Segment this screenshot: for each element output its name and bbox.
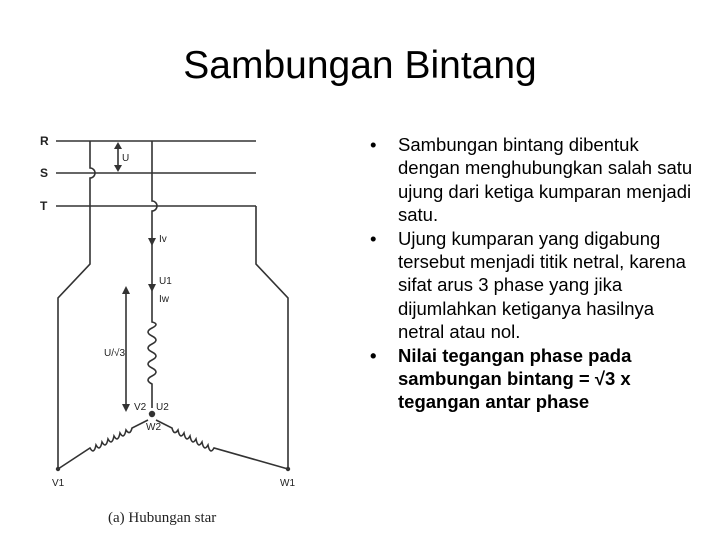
bullet-dot: • — [370, 134, 377, 155]
label-s: S — [40, 166, 49, 180]
label-u-sqrt3: U/√3 — [104, 348, 126, 359]
slide-title: Sambungan Bintang — [183, 44, 537, 87]
coil-v — [58, 420, 148, 469]
bullet-text: Nilai tegangan phase pada sambungan bintang = √3 x tegangan antar phase — [398, 344, 632, 413]
bullet-item — [364, 227, 694, 344]
label-v1: V1 — [52, 478, 65, 489]
coil-w — [156, 420, 288, 469]
star-connection-diagram — [28, 124, 318, 534]
label-u2: U2 — [156, 402, 169, 413]
bullet-text: Ujung kumparan yang digabung tersebut menjadi titik netral, karena sifat arus 3 phase yang jika dijumlahkan ketiganya hasilnya netral atau nol. — [398, 227, 686, 343]
label-u1: U1 — [159, 276, 172, 287]
coil-u — [148, 314, 156, 408]
label-iv: Iv — [159, 234, 167, 245]
label-r: R — [40, 134, 49, 148]
bullet-text: Sambungan bintang dibentuk dengan menghubungkan salah satu ujung dari ketiga kumparan menjadi satu. — [398, 134, 693, 226]
bullet-item — [364, 133, 694, 227]
label-v2: V2 — [134, 402, 147, 413]
bullet-list — [364, 133, 694, 414]
left-feed — [58, 141, 95, 469]
label-w1: W1 — [280, 478, 295, 489]
bullet-item — [364, 344, 694, 414]
bullet-dot: • — [370, 344, 377, 366]
figure-caption: (a) Hubungan star — [108, 510, 217, 526]
label-t: T — [40, 199, 48, 213]
bullet-dot: • — [370, 227, 377, 249]
label-u: U — [122, 153, 130, 164]
label-iw: Iw — [159, 294, 169, 305]
right-feed — [256, 206, 288, 469]
label-w2: W2 — [146, 422, 161, 433]
